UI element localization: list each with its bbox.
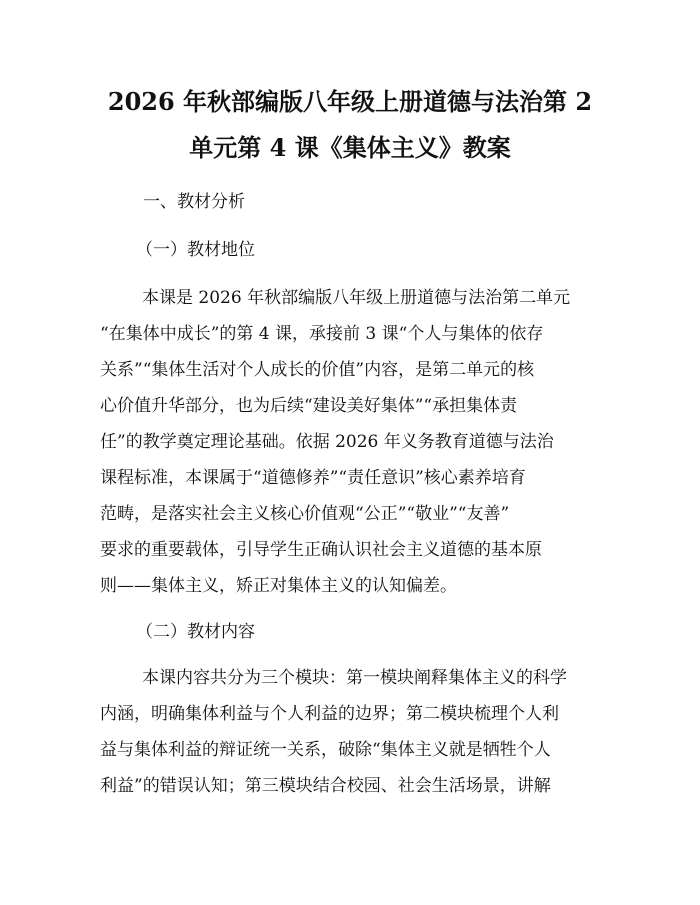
paragraph-line: 则——集体主义，矫正对集体主义的认知偏差。 xyxy=(100,576,457,596)
section-heading-analysis: 一、教材分析 xyxy=(143,192,245,212)
paragraph-line: 心价值升华部分，也为后续“建设美好集体”“承担集体责 xyxy=(100,396,518,416)
paragraph-line: 任”的教学奠定理论基础。依据 2026 年义务教育道德与法治 xyxy=(100,432,554,452)
paragraph-line: 关系”“集体生活对个人成长的价值”内容，是第二单元的核 xyxy=(100,360,535,380)
paragraph-line: 范畴，是落实社会主义核心价值观“公正”“敬业”“友善” xyxy=(100,504,510,524)
paragraph-line: 要求的重要载体，引导学生正确认识社会主义道德的基本原 xyxy=(100,540,542,560)
document-title-line-1: 2026 年秋部编版八年级上册道德与法治第 2 xyxy=(107,87,593,116)
paragraph-line: “在集体中成长”的第 4 课，承接前 3 课“个人与集体的依存 xyxy=(100,324,544,344)
paragraph-line: 益与集体利益的辩证统一关系，破除“集体主义就是牺牲个人 xyxy=(100,740,551,760)
paragraph-line: 内涵，明确集体利益与个人利益的边界；第二模块梳理个人利 xyxy=(100,704,559,724)
paragraph-line: 课程标准，本课属于“道德修养”“责任意识”核心素养培育 xyxy=(100,468,526,488)
paragraph-line: 本课内容共分为三个模块：第一模块阐释集体主义的科学 xyxy=(142,668,567,688)
subsection-heading-position: （一）教材地位 xyxy=(136,240,255,260)
subsection-heading-content: （二）教材内容 xyxy=(136,622,255,642)
document-title-line-2: 单元第 4 课《集体主义》教案 xyxy=(189,133,511,162)
paragraph-line: 本课是 2026 年秋部编版八年级上册道德与法治第二单元 xyxy=(142,288,571,308)
paragraph-line: 利益”的错误认知；第三模块结合校园、社会生活场景，讲解 xyxy=(100,776,551,796)
